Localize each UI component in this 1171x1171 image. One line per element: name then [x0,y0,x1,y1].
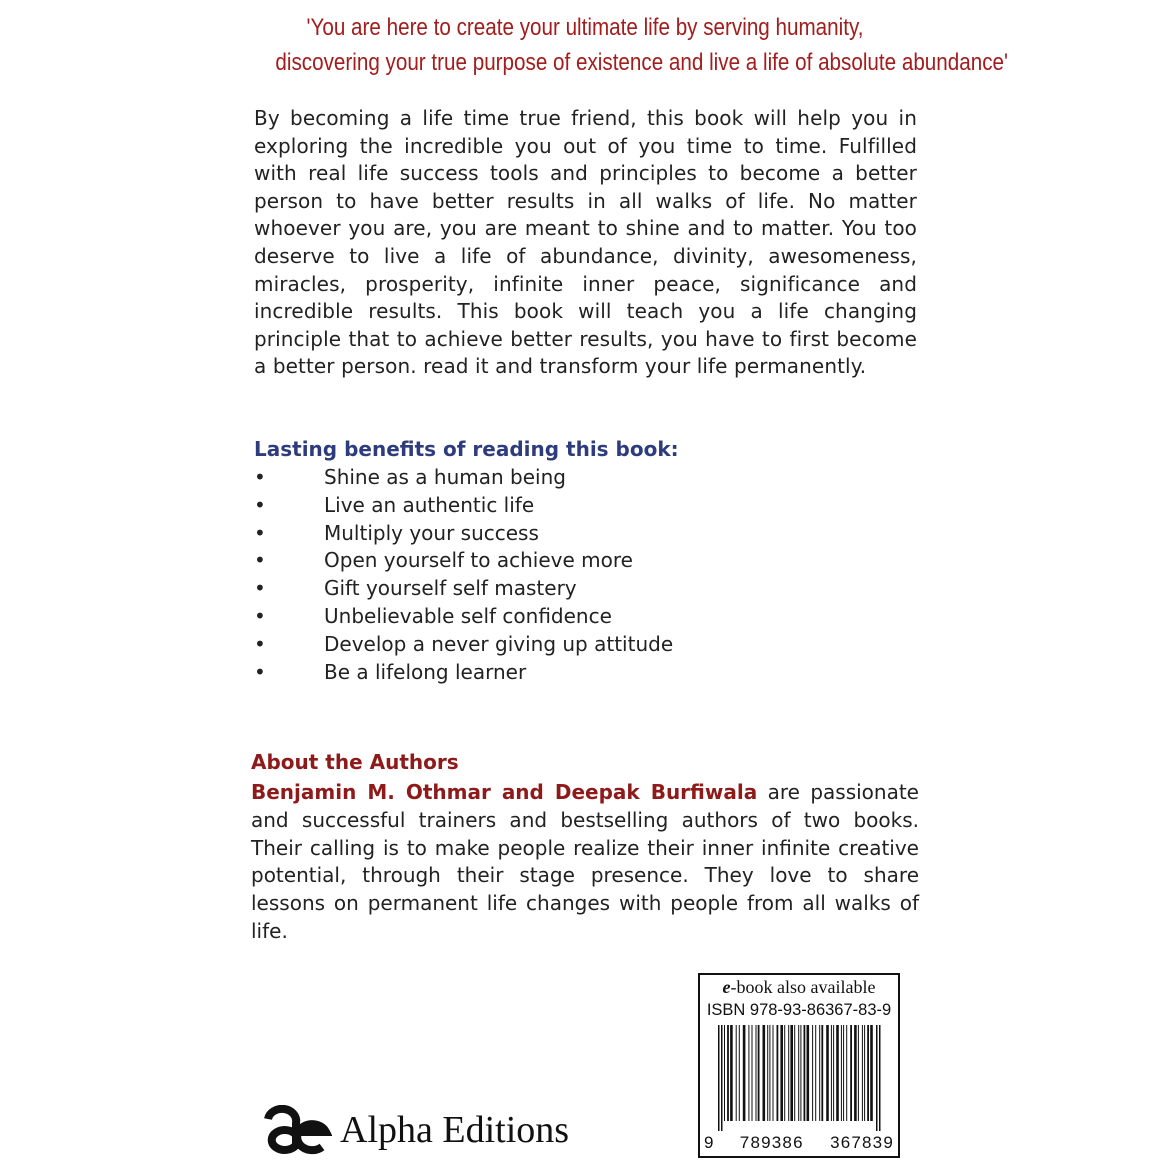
isbn-number: ISBN 978-93-86367-83-9 [706,1001,892,1019]
tagline-quote [275,10,1008,80]
list-item: • Develop a never giving up attitude [254,631,673,659]
list-item: • Gift yourself self mastery [254,575,673,603]
benefits-heading: Lasting benefits of reading this book: [254,437,679,461]
list-item: • Open yourself to achieve more [254,547,673,575]
bullet-icon: • [254,548,266,573]
publisher-logo [262,1105,569,1155]
ae-ligature-logo-icon [262,1105,332,1155]
about-authors-heading: About the Authors [251,750,459,774]
barcode-icon [718,1025,882,1133]
publisher-name: Alpha Editions [340,1109,570,1151]
barcode-digit-group-2: 367839 [830,1133,894,1152]
isbn-barcode-box [698,973,900,1158]
barcode-digit-group-1: 789386 [739,1133,804,1152]
benefits-list [254,464,673,686]
ebook-availability: e-book also available [722,977,876,997]
bullet-icon: • [254,520,266,545]
list-item: • Unbelievable self confidence [254,603,673,631]
about-authors-text [251,779,919,946]
barcode-digits [704,1133,894,1153]
list-item: • Multiply your success [254,520,673,548]
author-bio: are passionate and successful trainers and bestselling authors of two books. Their calling is to make people realize their inner infinite creative potential, through their stage presence. They love to share lessons on permanent life changes with people from all walks of life. [251,780,919,943]
book-description: By becoming a life time true friend, this book will help you in exploring the incredible you out of you time to time. Fulfilled with real life success tools and principles to become a better person to have better results in all walks of life. No matter whoever you are, you are meant to shine and to matter. You too deserve to live a life of abundance, divinity, awesomeness, miracles, prosperity, infinite inner peace, significance and incredible results. This book will teach you a life changing principle that to achieve better results, you have to first become a better person. read it and transform your life permanently. [254,106,917,379]
author-names: Benjamin M. Othmar and Deepak Burfiwala [251,780,758,804]
list-item: • Be a lifelong learner [254,659,673,687]
list-item: • Shine as a human being [254,464,673,492]
bullet-icon: • [254,631,266,656]
bullet-icon: • [254,659,266,684]
bullet-icon: • [254,465,266,489]
barcode-digit-first: 9 [704,1133,714,1152]
quote-line-2: discovering your true purpose of existence and live a life of absolute abundance' [275,49,1008,76]
list-item: • Live an authentic life [254,492,673,520]
bullet-icon: • [254,492,266,517]
quote-line-1: 'You are here to create your ultimate life by serving humanity, [306,14,864,41]
bullet-icon: • [254,576,266,601]
bullet-icon: • [254,603,266,628]
